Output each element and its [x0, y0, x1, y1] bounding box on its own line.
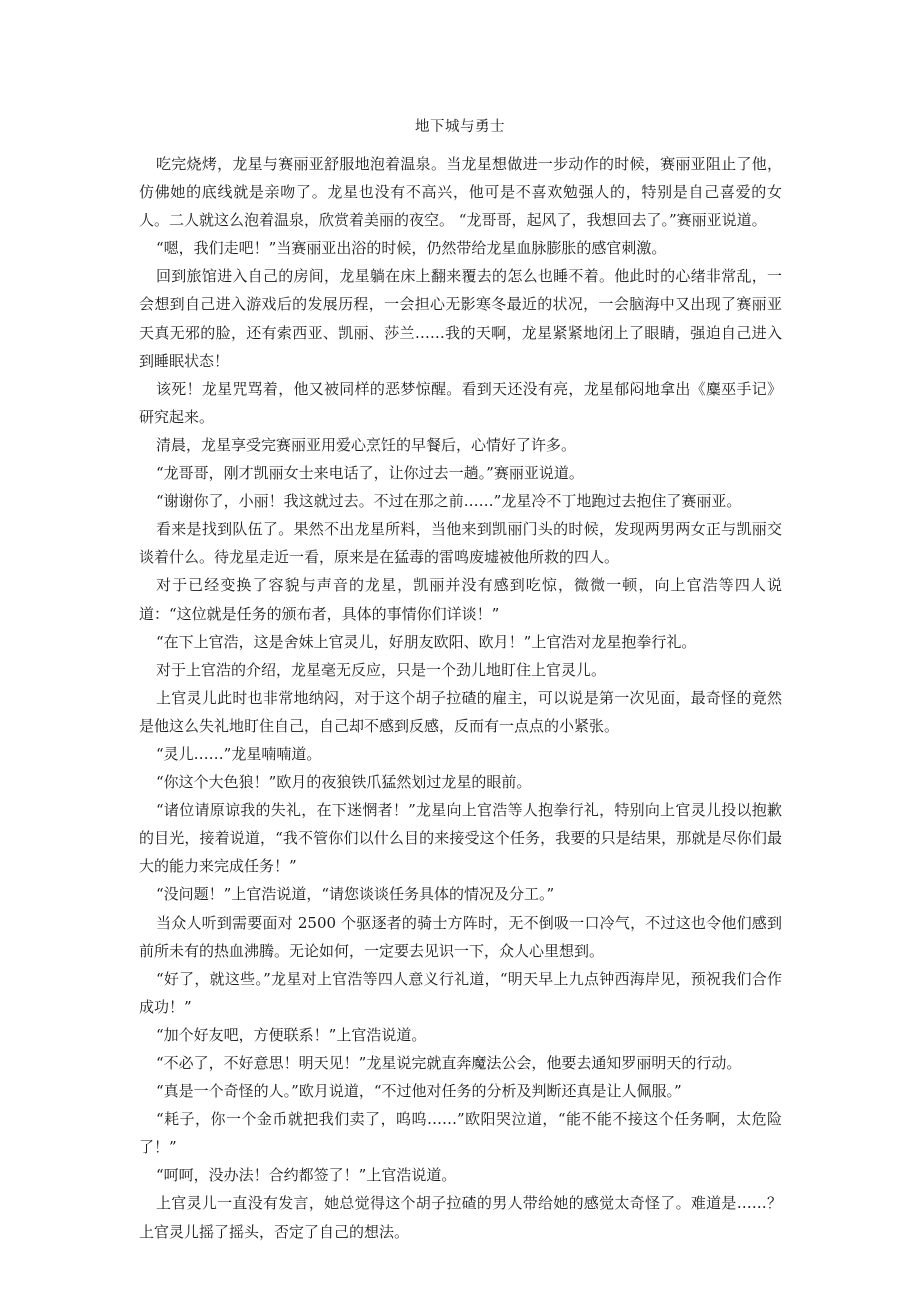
paragraph: “诸位请原谅我的失礼，在下迷惘者！”龙星向上官浩等人抱拳行礼，特别向上官灵儿投以抱歉的目光，接着说道，“我不管你们以什么目的来接受这个任务，我要的只是结果，那就是尽你们最大的能力来完成任务！” [139, 801, 782, 876]
paragraph: 对于已经变换了容貌与声音的龙星，凯丽并没有感到吃惊，微微一顿，向上官浩等四人说道：“这位就是任务的颁布者，具体的事情你们详谈！” [139, 576, 782, 623]
paragraph: “加个好友吧，方便联系！”上官浩说道。 [156, 1025, 427, 1044]
paragraph: “不必了，不好意思！明天见！”龙星说完就直奔魔法公会，他要去通知罗丽明天的行动。 [156, 1054, 742, 1072]
paragraph: 上官灵儿此时也非常地纳闷，对于这个胡子拉碴的雇主，可以说是第一次见面，最奇怪的竟然是他这么失礼地盯住自己，自己却不感到反感，反而有一点点的小紧张。 [139, 688, 782, 735]
paragraph: “耗子，你一个金币就把我们卖了，呜呜……”欧阳哭泣道，“能不能不接这个任务啊，太危险了！” [139, 1110, 782, 1157]
paragraph: “谢谢你了，小丽！我这就过去。不过在那之前……”龙星冷不丁地跑过去抱住了赛丽亚。 [156, 492, 742, 511]
paragraph: “真是一个奇怪的人。”欧月说道，“不过他对任务的分析及判断还真是让人佩服。” [156, 1082, 682, 1101]
paragraph: 对于上官浩的介绍，龙星毫无反应，只是一个劲儿地盯住上官灵儿。 [156, 660, 607, 679]
paragraph: “在下上官浩，这是舍妹上官灵儿，好朋友欧阳、欧月！”上官浩对龙星抱拳行礼。 [156, 632, 697, 651]
paragraph: “好了，就这些。”龙星对上官浩等四人意义行礼道，“明天早上九点钟西海岸见，预祝我们合作成功！” [139, 969, 782, 1016]
paragraph: “你这个大色狼！”欧月的夜狼铁爪猛然划过龙星的眼前。 [156, 773, 532, 792]
paragraph: 上官灵儿一直没有发言，她总觉得这个胡子拉碴的男人带给她的感觉太奇怪了。难道是……？上官灵儿摇了摇头，否定了自己的想法。 [139, 1194, 782, 1241]
paragraph: “嗯，我们走吧！”当赛丽亚出浴的时候，仍然带给龙星血脉膨胀的感官刺激。 [156, 239, 667, 258]
paragraph: 当众人听到需要面对 2500 个驱逐者的骑士方阵时，无不倒吸一口冷气，不过这也令他们感到前所未有的热血沸腾。无论如何，一定要去见识一下，众人心里想到。 [139, 913, 782, 960]
paragraph: 清晨，龙星享受完赛丽亚用爱心烹饪的早餐后，心情好了许多。 [156, 435, 577, 454]
paragraph: “龙哥哥，刚才凯丽女士来电话了，让你过去一趟。”赛丽亚说道。 [156, 464, 584, 483]
paragraph: 回到旅馆进入自己的房间，龙星躺在床上翻来覆去的怎么也睡不着。他此时的心绪非常乱，一会想到自己进入游戏后的发展历程，一会担心无影寒冬最近的状况，一会脑海中又出现了赛丽亚天真无邪的脸，还有索西亚、凯丽、莎兰……我的天啊，龙星紧紧地闭上了眼睛，强迫自己进入到睡眠状态！ [139, 267, 782, 370]
document-body [139, 150, 782, 1246]
paragraph: 看来是找到队伍了。果然不出龙星所料，当他来到凯丽门头的时候，发现两男两女正与凯丽交谈着什么。待龙星走近一看，原来是在猛毒的雷鸣废墟被他所救的四人。 [139, 520, 782, 567]
paragraph: 该死！龙星咒骂着，他又被同样的恶梦惊醒。看到天还没有亮，龙星郁闷地拿出《麋巫手记》研究起来。 [139, 379, 782, 426]
paragraph: “呵呵，没办法！合约都签了！”上官浩说道。 [156, 1166, 457, 1185]
paragraph: “灵儿……”龙星喃喃道。 [156, 744, 322, 763]
paragraph: “没问题！”上官浩说道，“请您谈谈任务具体的情况及分工。” [156, 885, 555, 904]
document-title: 地下城与勇士 [415, 119, 505, 135]
paragraph: 吃完烧烤，龙星与赛丽亚舒服地泡着温泉。当龙星想做进一步动作的时候，赛丽亚阻止了他，仿佛她的底线就是亲吻了。龙星也没有不高兴，他可是不喜欢勉强人的，特别是自己喜爱的女人。二人就这么泡着温泉，欣赏着美丽的夜空。 “龙哥哥，起风了，我想回去了。”赛丽亚说道。 [139, 155, 782, 230]
